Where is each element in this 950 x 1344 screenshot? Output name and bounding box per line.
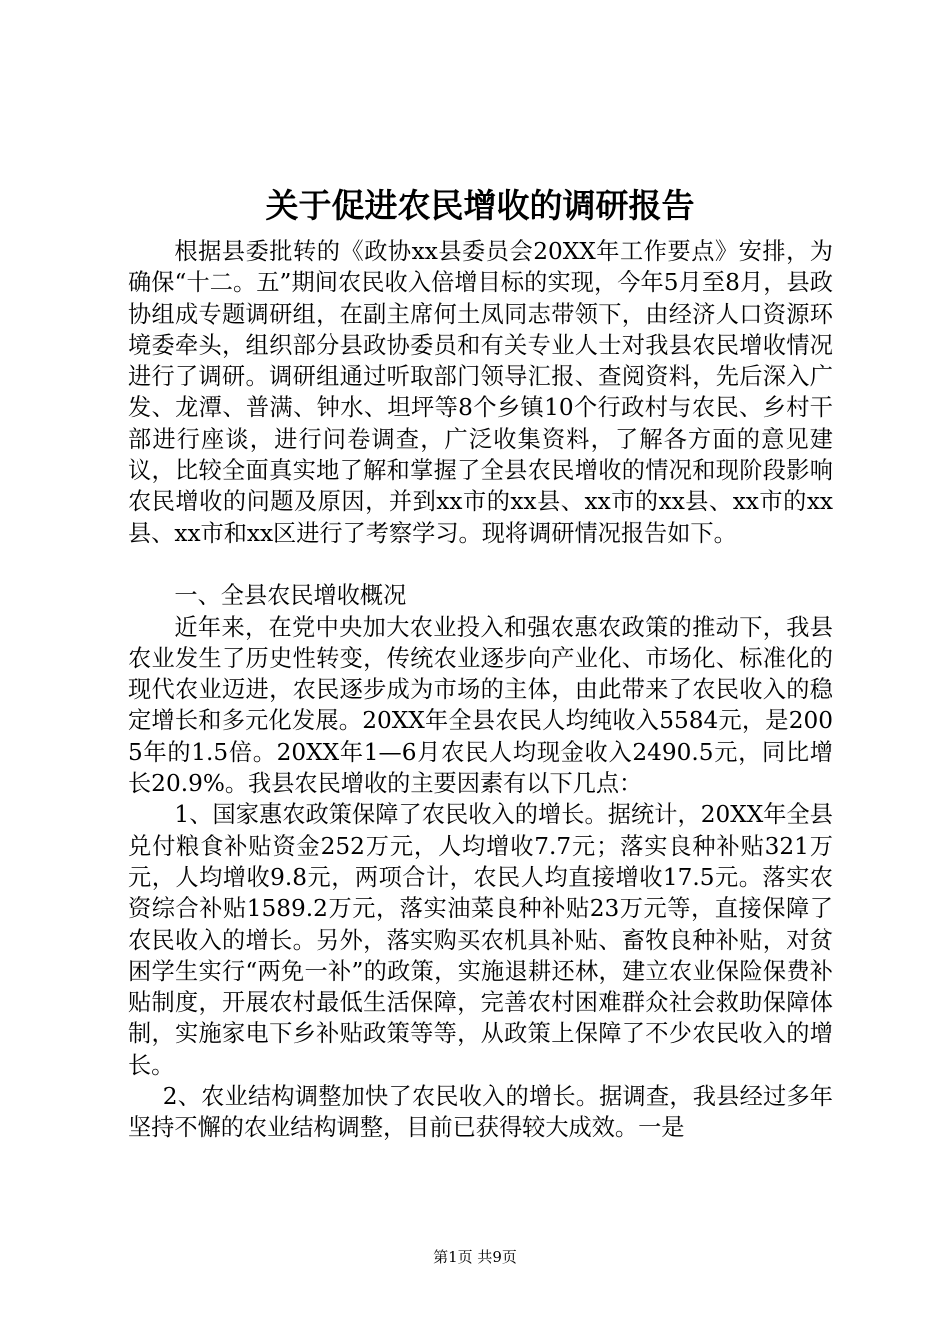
paragraph-gap	[128, 549, 833, 580]
document-title: 关于促进农民增收的调研报告	[265, 186, 695, 225]
document-body	[128, 236, 833, 1144]
policy-paragraph: 1、国家惠农政策保障了农民收入的增长。据统计，20XX年全县兑付粮食补贴资金252万元，人均增收7.7元；落实良种补贴321万元，人均增收9.8元，两项合计，农民人均直接增收17.5元。落实农资综合补贴1589.2万元，落实油菜良种补贴23万元等，直接保障了农民收入的增长。另外，落实购买农机具补贴、畜牧良种补贴，对贫困学生实行“两免一补”的政策，实施退耕还林，建立农业保险保费补贴制度，开展农村最低生活保障，完善农村困难群众社会救助保障体制，实施家电下乡补贴政策等等，从政策上保障了不少农民收入的增长。	[128, 801, 833, 1079]
page-footer: 第1页 共9页	[433, 1248, 517, 1266]
overview-paragraph: 近年来，在党中央加大农业投入和强农惠农政策的推动下，我县农业发生了历史性转变，传统农业逐步向产业化、市场化、标准化的现代农业迈进，农民逐步成为市场的主体，由此带来了农民收入的稳定增长和多元化发展。20XX年全县农民人均纯收入5584元，是2005年的1.5倍。20XX年1—6月农民人均现金收入2490.5元，同比增长20.9%。我县农民增收的主要因素有以下几点：	[128, 613, 833, 798]
structure-paragraph: 2、农业结构调整加快了农民收入的增长。据调查，我县经过多年坚持不懈的农业结构调整，目前已获得较大成效。一是	[128, 1083, 833, 1142]
section-heading: 一、全县农民增收概况	[174, 582, 407, 610]
intro-paragraph: 根据县委批转的《政协xx县委员会20XX年工作要点》安排，为确保“十二。五”期间农民收入倍增目标的实现，今年5月至8月，县政协组成专题调研组，在副主席何土凤同志带领下，由经济人口资源环境委牵头，组织部分县政协委员和有关专业人士对我县农民增收情况进行了调研。调研组通过听取部门领导汇报、查阅资料，先后深入广发、龙潭、普满、钟水、坦坪等8个乡镇10个行政村与农民、乡村干部进行座谈，进行问卷调查，广泛收集资料，了解各方面的意见建议，比较全面真实地了解和掌握了全县农民增收的情况和现阶段影响农民增收的问题及原因，并到xx市的xx县、xx市的xx县、xx市的xx县、xx市和xx区进行了考察学习。现将调研情况报告如下。	[128, 238, 833, 547]
